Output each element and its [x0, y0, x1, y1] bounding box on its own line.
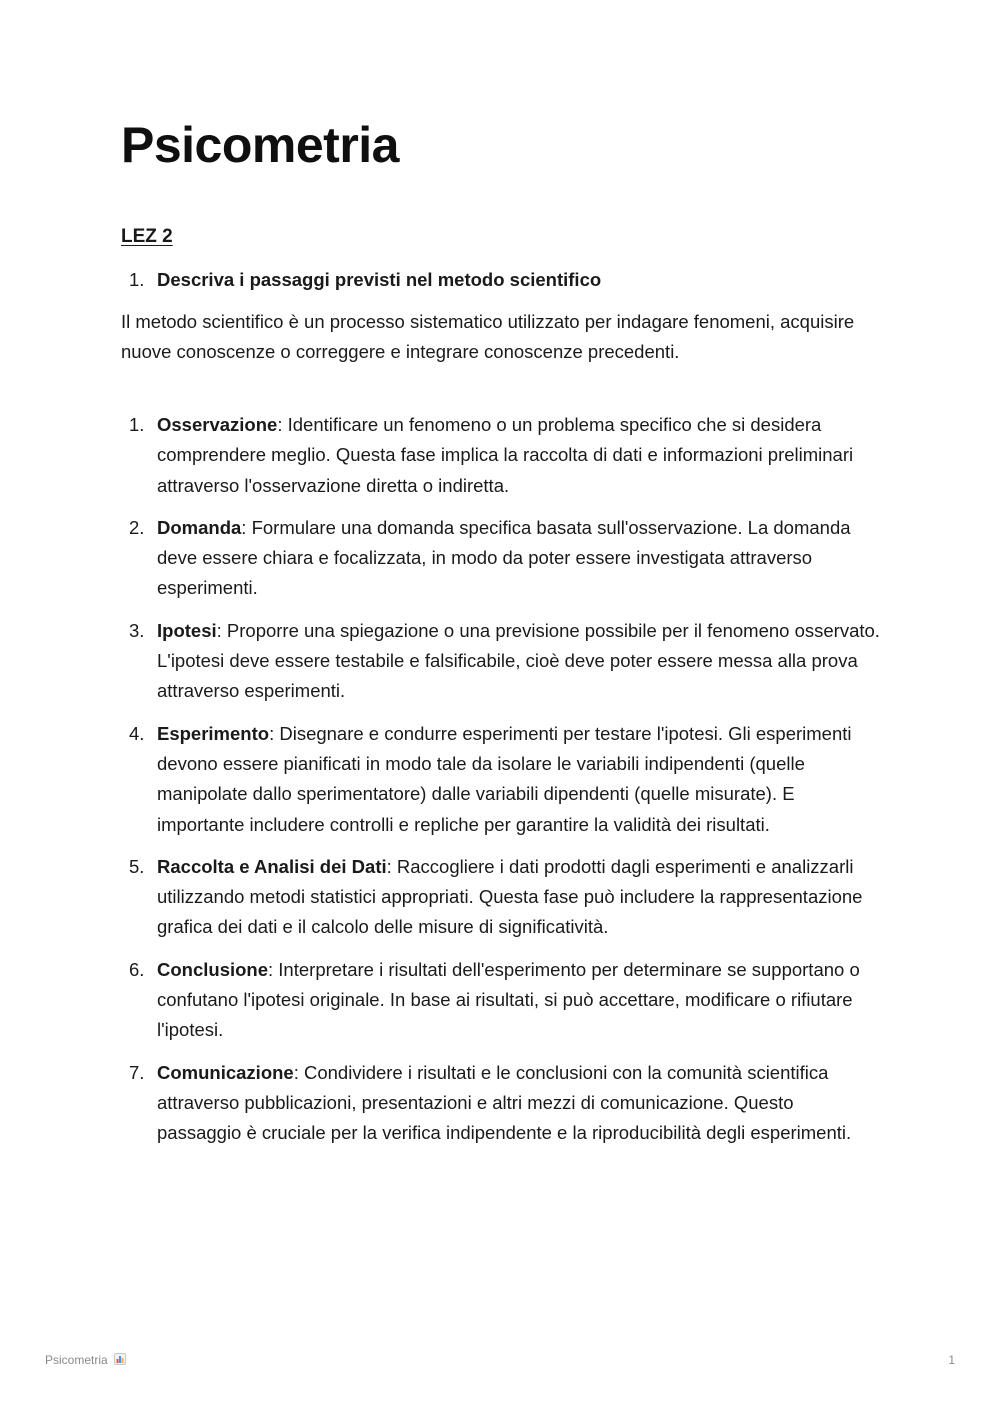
step-text: : Identificare un fenomeno o un problema specifico che si desidera comprendere meglio. Questa fase implica la raccolta di dati e informazioni preliminari attraverso l'osservazione diretta o indiretta. — [157, 414, 854, 496]
question — [121, 266, 601, 294]
step-term: Conclusione — [157, 958, 269, 980]
list-item — [121, 955, 881, 1046]
footer-title — [45, 1353, 126, 1367]
page-number: 1 — [948, 1353, 955, 1367]
list-item — [121, 1058, 881, 1149]
step-number: 1. — [129, 414, 145, 435]
step-number: 6. — [129, 958, 145, 980]
footer-label: Psicometria — [45, 1353, 108, 1367]
list-item — [121, 852, 881, 943]
list-item — [121, 616, 881, 707]
step-term: Comunicazione — [157, 1061, 294, 1083]
step-text: : Condividere i risultati e le conclusioni con la comunità scientifica attraverso pubblicazioni, presentazioni e altri mezzi di comunicazione. Questo passaggio è cruciale per la verifica indipendente e la riproducibilità degli esperimenti. — [157, 1061, 852, 1144]
question-text: Descriva i passaggi previsti nel metodo scientifico — [157, 269, 602, 290]
step-number: 2. — [129, 516, 145, 538]
step-number: 4. — [129, 722, 145, 744]
step-number: 7. — [129, 1061, 145, 1083]
step-text: : Formulare una domanda specifica basata sull'osservazione. La domanda deve essere chiara e focalizzata, in modo da poter essere investigata attraverso esperimenti. — [157, 516, 851, 599]
list-item — [121, 719, 881, 840]
steps-list — [121, 410, 881, 1161]
step-text: : Interpretare i risultati dell'esperimento per determinare se supportano o confutano l'ipotesi originale. In base ai risultati, si può accettare, modificare o rifiutare l'ipotesi. — [157, 958, 860, 1041]
step-text: : Disegnare e condurre esperimenti per testare l'ipotesi. Gli esperimenti devono essere pianificati in modo tale da isolare le variabili indipendenti (quelle manipolate dallo sperimentatore) dalle variabili dipendenti (quelle misurate). E importante includere controlli e repliche per garantire la validità dei risultati. — [157, 722, 852, 835]
list-item — [121, 410, 881, 501]
step-term: Esperimento — [157, 722, 270, 744]
question-number: 1. — [129, 269, 145, 290]
step-term: Domanda — [157, 516, 242, 538]
bar-chart-icon — [114, 1353, 126, 1365]
section-heading: LEZ 2 — [121, 226, 173, 247]
step-term: Osservazione — [157, 414, 278, 435]
list-item — [121, 513, 881, 604]
page-title: Psicometria — [121, 117, 399, 173]
intro-paragraph: Il metodo scientifico è un processo sistematico utilizzato per indagare fenomeni, acquisire nuove conoscenze o correggere e integrare conoscenze precedenti. — [121, 311, 855, 363]
step-term: Raccolta e Analisi dei Dati — [157, 855, 387, 877]
step-number: 3. — [129, 619, 145, 641]
step-number: 5. — [129, 855, 145, 877]
step-term: Ipotesi — [157, 619, 217, 641]
step-text: : Proporre una spiegazione o una previsione possibile per il fenomeno osservato. L'ipotesi deve essere testabile e falsificabile, cioè deve poter essere messa alla prova attraverso esperimenti. — [157, 619, 880, 702]
step-text: : Raccogliere i dati prodotti dagli esperimenti e analizzarli utilizzando metodi statistici appropriati. Questa fase può includere la rappresentazione grafica dei dati e il calcolo delle misure di significatività. — [157, 855, 863, 938]
